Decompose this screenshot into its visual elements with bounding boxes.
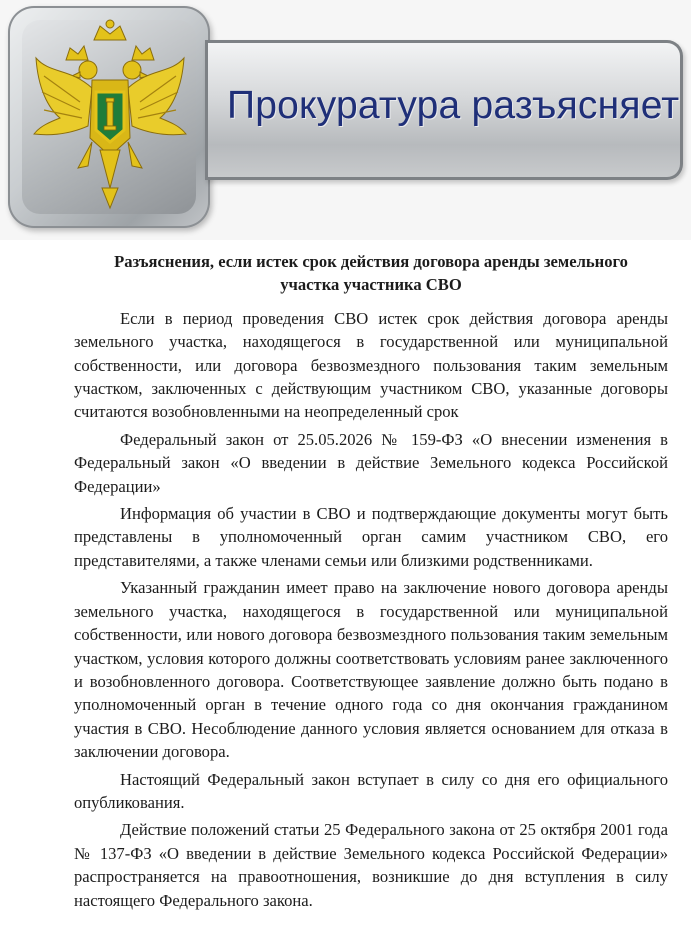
paragraph: Настоящий Федеральный закон вступает в силу со дня его официального опубликования. xyxy=(74,769,668,812)
page-title: Прокуратура разъясняет xyxy=(227,84,680,127)
header-banner xyxy=(0,0,691,240)
paragraph: Федеральный закон от 25.05.2026 № 159-ФЗ «О внесении изменения в Федеральный закон «О введении в действие Земельного кодекса Российской Федерации» xyxy=(74,429,668,496)
paragraph: Информация об участии в СВО и подтверждающие документы могут быть представлены в уполномоченный орган самим участником СВО, его представителями, а также членами семьи или близкими родственниками. xyxy=(74,504,668,570)
document-body xyxy=(74,250,668,916)
title-bar xyxy=(205,40,683,180)
prosecutor-emblem-icon xyxy=(30,18,190,218)
document-title: Разъяснения, если истек срок действия договора аренды земельного участка участника СВО xyxy=(114,252,628,295)
paragraph: Действие положений статьи 25 Федерального закона от 25 октября 2001 года № 137-ФЗ «О введении в действие Земельного кодекса Российской Федерации» распространяется на правоотношения, возникшие до дня вступления в силу настоящего Федерального закона. xyxy=(74,820,668,910)
emblem-frame xyxy=(8,6,210,228)
paragraph: Если в период проведения СВО истек срок действия договора аренды земельного участка, находящегося в государственной или муниципальной собственности, или договора безвозмездного пользования таким земельным участком, заключенных с действующим участником СВО, указанные договоры считаются возобновленными на неопределенный срок xyxy=(74,308,668,422)
paragraph: Указанный гражданин имеет право на заключение нового договора аренды земельного участка, находящегося в государственной или муниципальной собственности, или нового договора безвозмездного пользования таким земельным участком, условия которого должны соответствовать условиям ранее заключенного и возобновленного договора. Соответствующее заявление должно быть подано в уполномоченный орган в течение одного года со дня окончания гражданином участия в СВО. Несоблюдение данного условия является основанием для отказа в заключении договора. xyxy=(74,578,668,762)
